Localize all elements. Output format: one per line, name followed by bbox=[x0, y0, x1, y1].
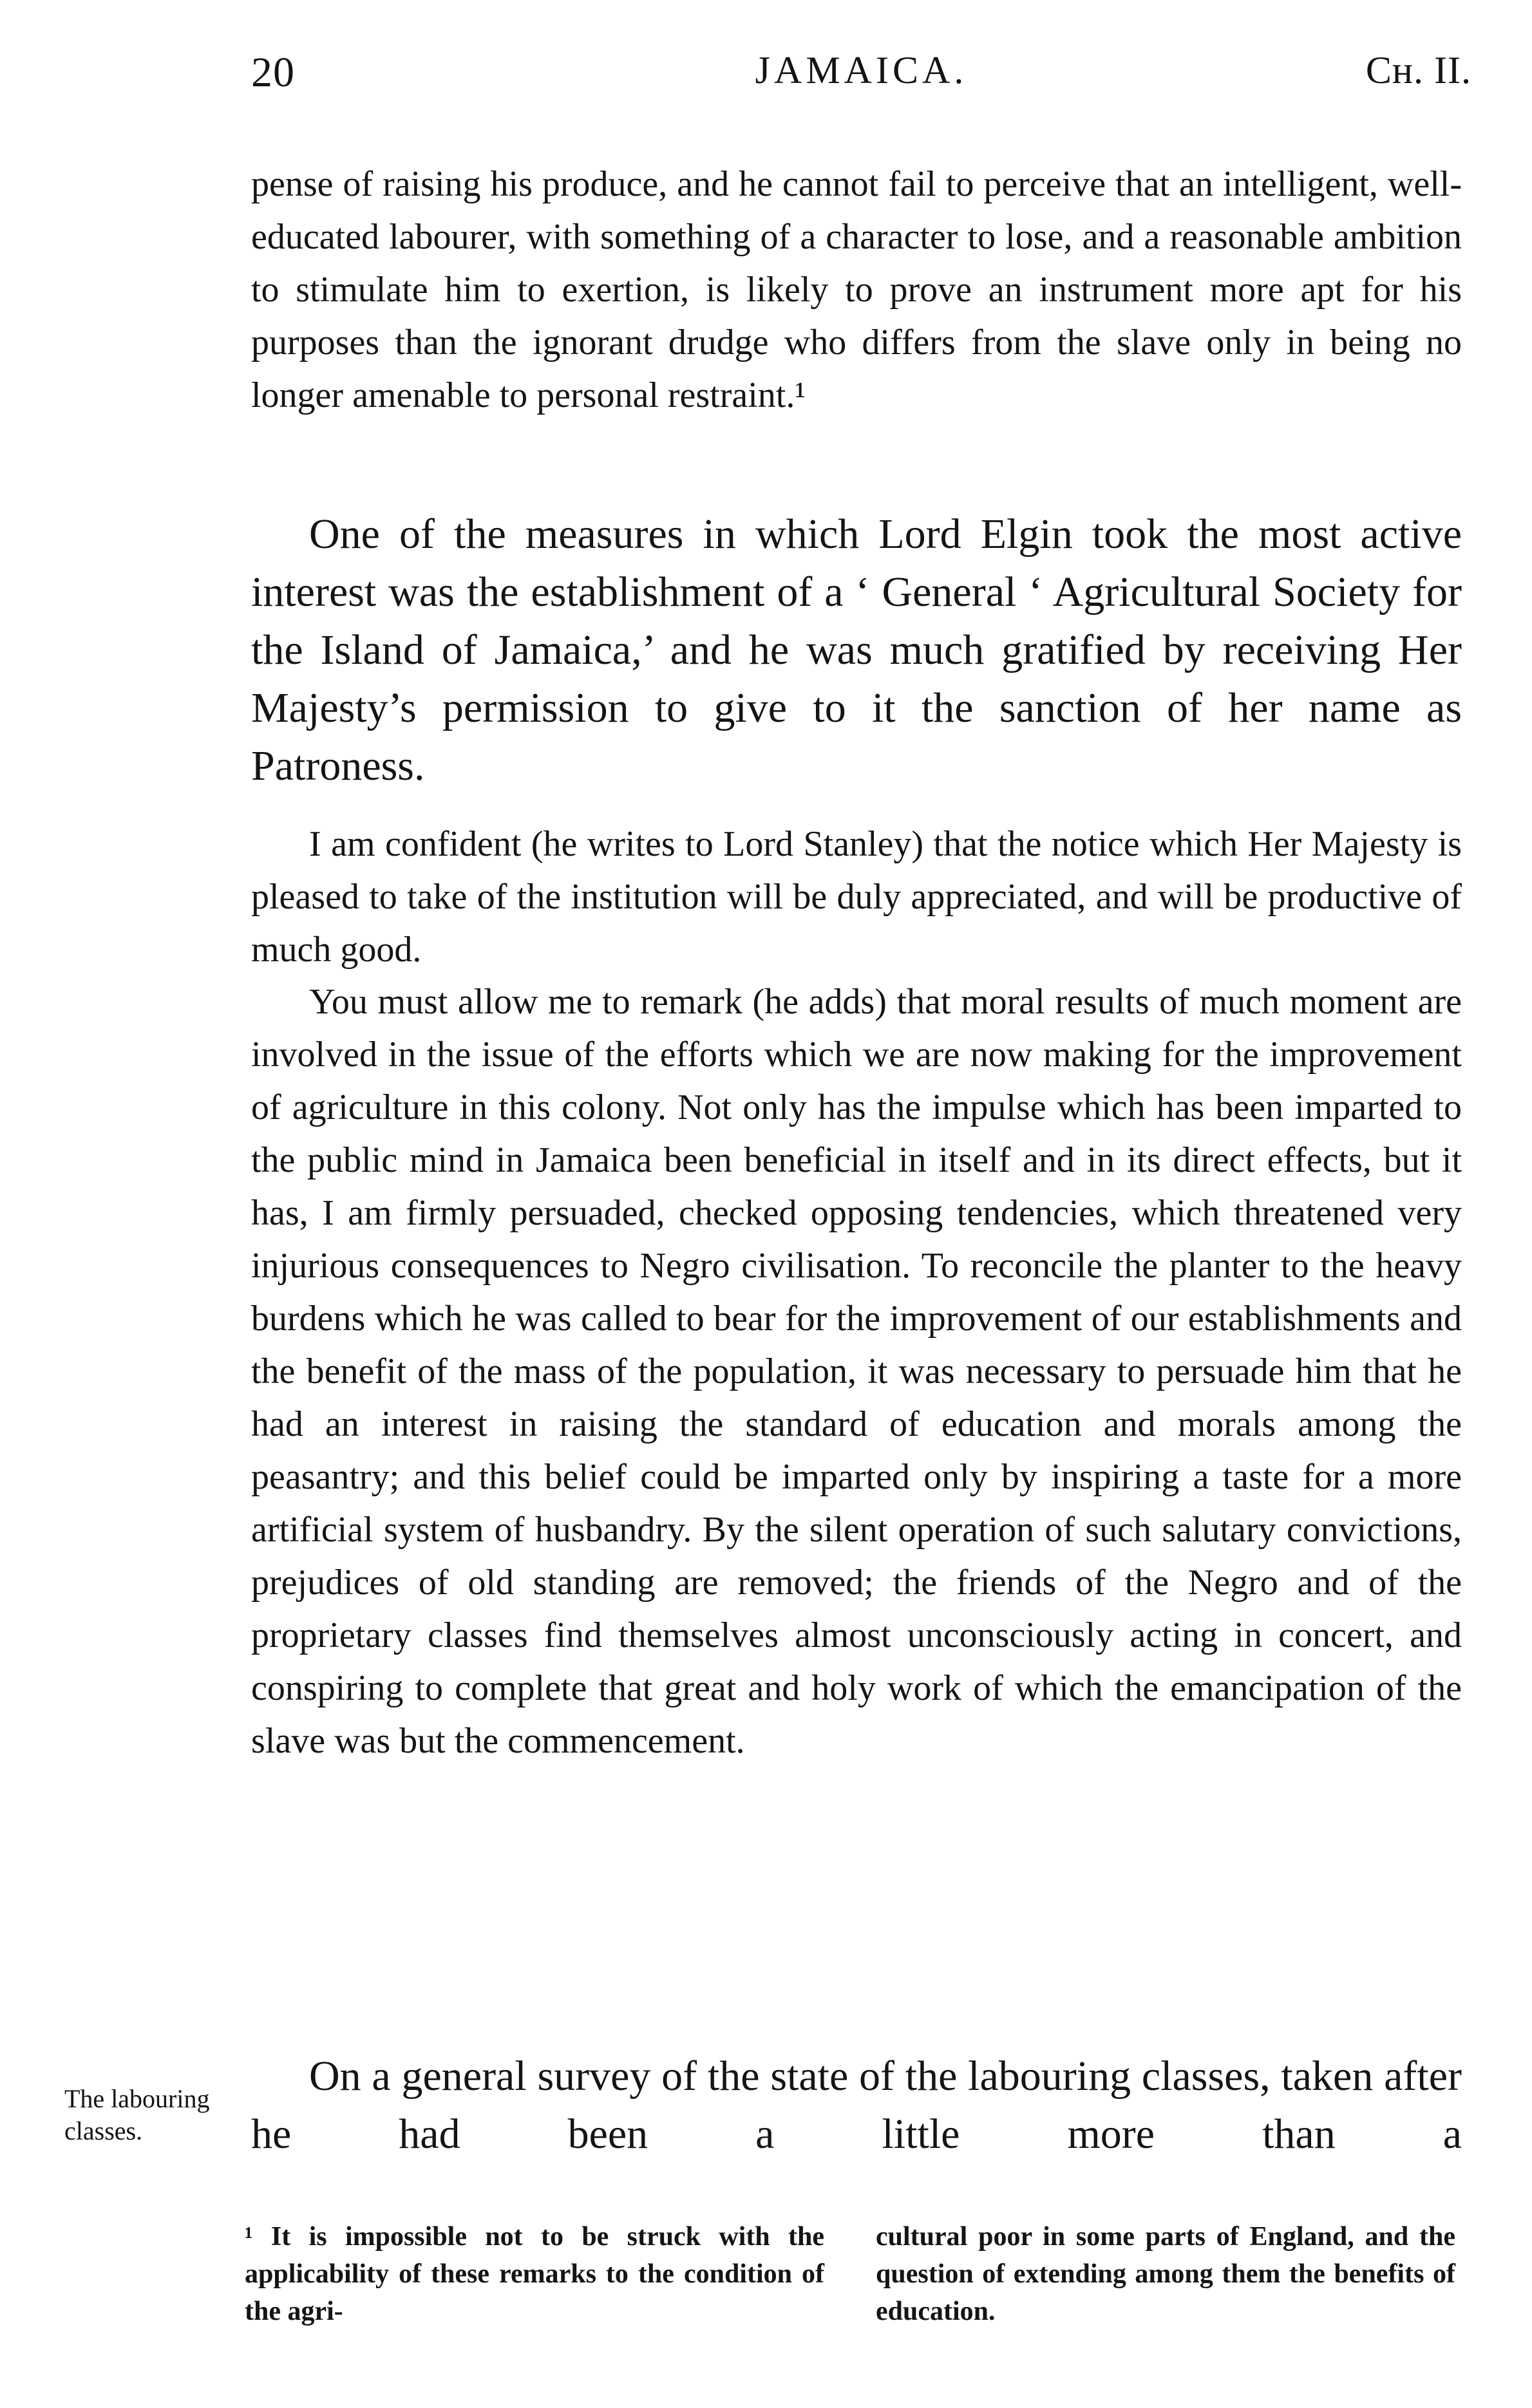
marginal-note: The labouring classes. bbox=[64, 2084, 210, 2145]
body-paragraph-1 bbox=[251, 158, 1462, 422]
body-paragraph-3 bbox=[251, 2047, 1462, 2163]
body-paragraph-2 bbox=[251, 505, 1462, 795]
paragraph-text: I am confident (he writes to Lord Stanley) that the notice which Her Majesty is pleased to take of the institution will be duly appreciated, and will be productive of much good. bbox=[251, 824, 1462, 970]
paragraph-text: You must allow me to remark (he adds) that moral results of much moment are involved in the issue of the efforts which we are now making for the improvement of agriculture in this colony. Not only has the impulse which has been imparted to the public mind in Jamaica been beneficial in itself and in its direct effects, but it has, I am firmly persuaded, checked opposing tendencies, which threatened very injurious consequences to Negro civilisation. To reconcile the planter to the heavy burdens which he was called to bear for the improvement of our establishments and the benefit of the mass of the population, it was necessary to persuade him that he had an interest in raising the standard of education and morals among the peasantry; and this belief could be imparted only by inspiring a taste for a more artificial system of husbandry. By the silent operation of such salutary convictions, prejudices of old standing are removed; the friends of the Negro and of the proprietary classes find themselves almost unconsciously acting in concert, and conspiring to complete that great and holy work of which the emancipation of the slave was but the commencement. bbox=[251, 982, 1462, 1761]
footnote-column-right bbox=[876, 2218, 1455, 2330]
paragraph-text: On a general survey of the state of the labouring classes, taken after he had been a little more than a bbox=[251, 2053, 1462, 2158]
quoted-paragraph-1 bbox=[251, 818, 1462, 976]
footnote-column-left bbox=[245, 2218, 824, 2330]
page-number: 20 bbox=[251, 49, 295, 96]
running-header bbox=[251, 48, 1471, 119]
running-title: JAMAICA. bbox=[755, 49, 968, 91]
footnote-text: cultural poor in some parts of England, and the question of extending among them the benefits of education. bbox=[876, 2222, 1455, 2326]
footnotes bbox=[245, 2218, 1468, 2373]
footnote-text: ¹ It is impossible not to be struck with the applicability of these remarks to the condition of the agri- bbox=[245, 2222, 824, 2326]
paragraph-text: pense of raising his produce, and he cannot fail to perceive that an intelligent, well-educated labourer, with something of a character to lose, and a reasonable ambition to stimulate him to exertion, is likely to prove an instrument more apt for his purposes than the ignorant drudge who differs from the slave only in being no longer amenable to personal restraint.¹ bbox=[251, 164, 1462, 415]
paragraph-text: One of the measures in which Lord Elgin took the most active interest was the establishment of a ‘ General ‘ Agricultural Society for the Island of Jamaica,’ and he was much gratified by receiving Her Majesty’s permission to give to it the sanction of her name as Patroness. bbox=[251, 511, 1462, 789]
chapter-label: Cн. II. bbox=[1365, 49, 1471, 91]
quoted-paragraph-2 bbox=[251, 975, 1462, 1767]
